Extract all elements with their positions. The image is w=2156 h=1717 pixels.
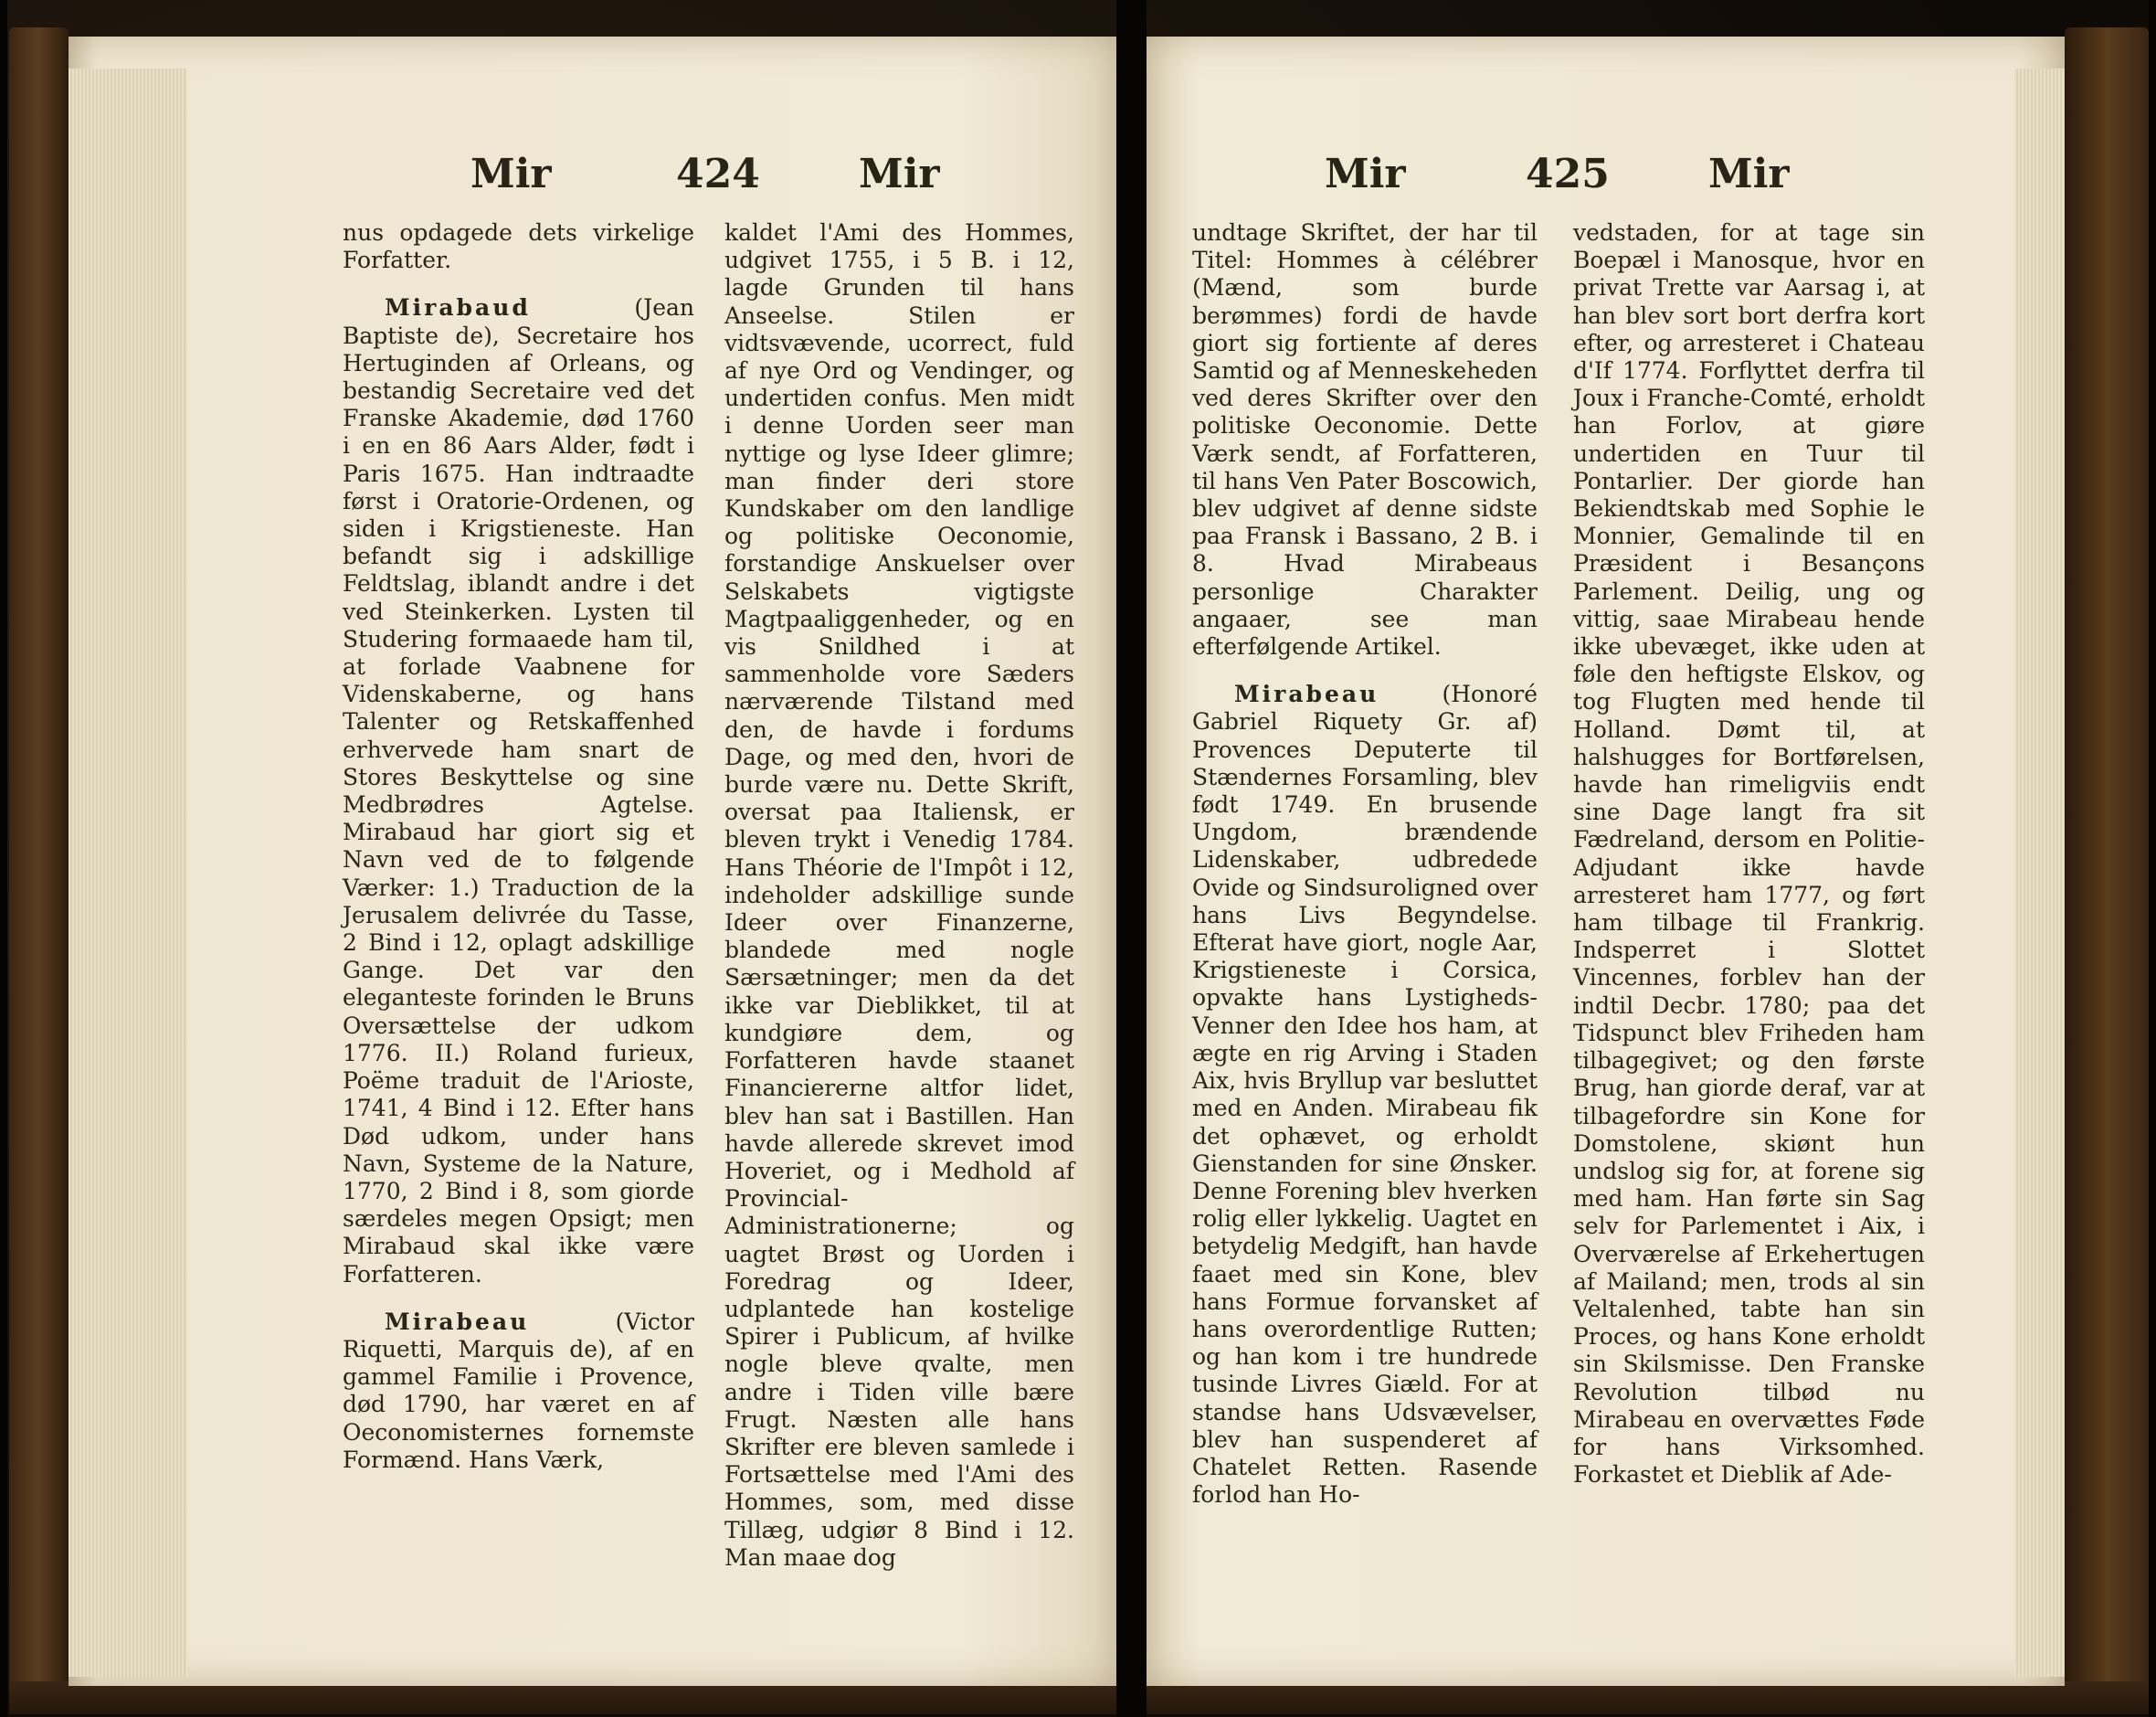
- entry-headword: Mirabaud: [385, 294, 531, 322]
- entry-continuation: nus opdagede dets virkelige Forfatter.: [343, 219, 694, 274]
- entry-text: (Honoré Gabriel Riquety Gr. af) Provences Deputerte til Stændernes Forsamling, blev født 1749. En brusende Ungdom, brændende Lidenskaber, udbredede Ovide og Sindsuroligned over hans Livs Begyndelse. Efterat have giort, nogle Aar, Krigstieneste i Corsica, opvakte hans Lystigheds-Venner den Idee hos ham, at ægte en rig Arving i Staden Aix, hvis Bryllup var besluttet med en Anden. Mirabeau fik det ophævet, og erholdt Gienstanden for sine Ønsker. Denne Forening blev hverken rolig eller lykkelig. Uagtet en betydelig Medgift, han havde faaet med sin Kone, blev hans Formue forvansket af hans overordentlige Rutten; og han kom i tre hundrede tusinde Livres Giæld. For at standse hans Udsvævelser, blev han suspenderet af Chatelet Retten. Rasende forlod han Ho-: [1192, 681, 1538, 1509]
- right-page-column-2: [1573, 219, 1925, 1489]
- right-page-header: [1320, 151, 1813, 215]
- right-page-edges: [2014, 69, 2065, 1677]
- dictionary-entry: [343, 294, 694, 1288]
- right-page-number: 425: [1526, 151, 1610, 197]
- left-page-edges: [69, 69, 187, 1677]
- left-running-head-right: Mir: [859, 151, 940, 197]
- right-running-head-right: Mir: [1708, 151, 1790, 197]
- entry-headword: Mirabeau: [1234, 681, 1379, 708]
- left-book-cover: [9, 27, 69, 1700]
- entry-continuation: vedstaden, for at tage sin Boepæl i Manosque, hvor en privat Trette var Aarsag i, at han blev sort bort derfra kort efter, og arresteret i Chateau d'If 1774. Forflyttet derfra til Joux i Franche-Comté, erholdt han Forlov, at giøre undertiden en Tuur til Pontarlier. Der giorde han Bekiendtskab med Sophie le Monnier, Gemalinde til en Præsident i Besançons Parlement. Deilig, ung og vittig, saae Mirabeau hende ikke ubevæget, ikke uden at føle den heftigste Elskov, og tog Flugten med hende til Holland. Dømt til, at halshugges for Bortførelsen, havde han rimeligviis endt sine Dage langt fra sit Fædreland, dersom en Politie-Adjudant ikke havde arresteret ham 1777, og ført ham tilbage til Frankrig. Indsperret i Slottet Vincennes, forblev han der indtil Decbr. 1780; paa det Tidspunct blev Friheden ham tilbagegivet; og den første Brug, han giorde deraf, var at tilbagefordre sin Kone for Domstolene, skiønt hun undslog sig for, at forene sig med ham. Han førte sin Sag selv for Parlementet i Aix, i Overværelse af Erkehertugen af Mailand; men, trods al sin Veltalenhed, tabte han sin Proces, og hans Kone erholdt sin Skilsmisse. Den Franske Revolution tilbød nu Mirabeau en overvættes Føde for hans Virksomhed. Forkastet et Dieblik af Ade-: [1573, 219, 1925, 1489]
- book-gutter: [1116, 0, 1147, 1717]
- left-running-head: Mir: [470, 151, 552, 197]
- left-page-column-2: [724, 219, 1074, 1572]
- entry-continuation: undtage Skriftet, der har til Titel: Hommes à célébrer (Mænd, som burde berømmes) fordi de havde giort sig fortiente af deres Samtid og af Menneskeheden ved deres Skrifter over den politiske Oeconomie. Dette Værk sendt, af Forfatteren, til hans Ven Pater Boscowich, blev udgivet af denne sidste paa Fransk i Bassano, 2 B. i 8. Hvad Mirabeaus personlige Charakter angaaer, see man efterfølgende Artikel.: [1192, 219, 1538, 661]
- left-page-header: [466, 151, 959, 215]
- left-page-column-1: [343, 219, 694, 1474]
- left-frame-bar: [0, 0, 7, 1717]
- right-running-head: Mir: [1325, 151, 1406, 197]
- right-frame-bar: [2149, 0, 2156, 1717]
- right-book-cover: [2065, 27, 2149, 1700]
- entry-text: (Victor Riquetti, Marquis de), af en gammel Familie i Provence, død 1790, har været en af Oeconomisternes fornemste Formænd. Hans Værk,: [343, 1308, 694, 1473]
- dictionary-entry: [343, 1309, 694, 1474]
- left-page-number: 424: [676, 151, 760, 197]
- entry-continuation: kaldet l'Ami des Hommes, udgivet 1755, i 5 B. i 12, lagde Grunden til hans Anseelse. Stilen er vidtsvævende, ucorrect, fuld af nye Ord og Vendinger, og undertiden confus. Men midt i denne Uorden seer man nyttige og lyse Ideer glimre; man finder deri store Kundskaber om den landlige og politiske Oeconomie, forstandige Anskuelser over Selskabets vigtigste Magtpaaliggenheder, og en vis Snildhed i at sammenholde vore Sæders nærværende Tilstand med den, de havde i fordums Dage, og med den, hvori de burde være nu. Dette Skrift, oversat paa Italiensk, er bleven trykt i Venedig 1784. Hans Théorie de l'Impôt i 12, indeholder adskillige sunde Ideer over Finanzerne, blandede med nogle Særsætninger; men da det ikke var Dieblikket, til at kundgiøre dem, og Forfatteren havde staanet Financiererne altfor lidet, blev han sat i Bastillen. Han havde allerede skrevet imod Hoveriet, og i Medhold af Provincial-Administrationerne; og uagtet Brøst og Uorden i Foredrag og Ideer, udplantede han kostelige Spirer i Publicum, af hvilke nogle bleve qvalte, men andre i Tiden ville bære Frugt. Næsten alle hans Skrifter ere bleven samlede i Fortsættelse med l'Ami des Hommes, som, med disse Tillæg, udgiør 8 Bind i 12. Man maae dog: [724, 219, 1074, 1571]
- bottom-book-cover: [9, 1681, 2149, 1714]
- entry-headword: Mirabeau: [385, 1308, 530, 1335]
- dictionary-entry: [1192, 681, 1538, 1509]
- entry-text: (Jean Baptiste de), Secretaire hos Hertuginden af Orleans, og bestandig Secretaire ved det Franske Akademie, død 1760 i en en 86 Aars Alder, født i Paris 1675. Han indtraadte først i Oratorie-Ordenen, og siden i Krigstieneste. Han befandt sig i adskillige Feldtslag, iblandt andre i det ved Steinkerken. Lysten til Studering formaaede ham til, at forlade Vaabnene for Videnskaberne, og hans Talenter og Retskaffenhed erhvervede ham snart de Stores Beskyttelse og sine Medbrødres Agtelse. Mirabaud har giort sig et Navn ved de to følgende Værker: 1.) Traduction de la Jerusalem delivrée du Tasse, 2 Bind i 12, oplagt adskillige Gange. Det var den eleganteste forinden le Bruns Oversættelse der udkom 1776. II.) Roland furieux, Poëme traduit de l'Arioste, 1741, 4 Bind i 12. Efter hans Død udkom, under hans Navn, Systeme de la Nature, 1770, 2 Bind i 8, som giorde særdeles megen Opsigt; men Mirabaud skal ikke være Forfatteren.: [343, 294, 694, 1288]
- right-page-column-1: [1192, 219, 1538, 1509]
